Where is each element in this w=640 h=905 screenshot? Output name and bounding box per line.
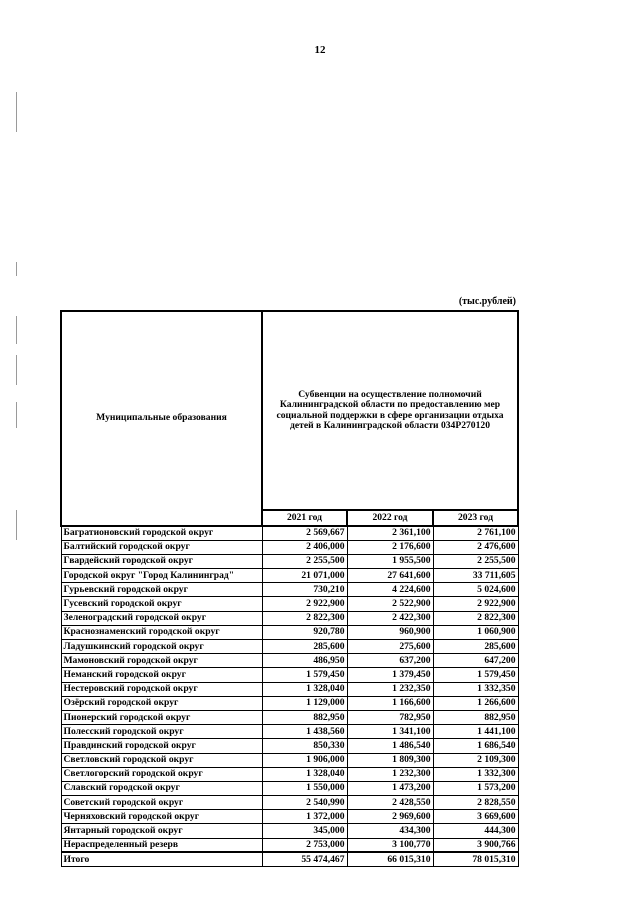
value-2022: 3 100,770 — [347, 838, 433, 852]
row-name: Балтийский городской округ — [61, 540, 262, 554]
table-row — [61, 583, 518, 597]
value-2021: 1 328,040 — [262, 767, 347, 781]
row-name: Черняховский городской округ — [61, 810, 262, 824]
total-label: Итого — [61, 852, 262, 866]
value-2022: 2 969,600 — [347, 810, 433, 824]
table-row — [61, 668, 518, 682]
table-row — [61, 540, 518, 554]
value-2023: 647,200 — [433, 654, 518, 668]
header-municipality: Муниципальные образования — [61, 311, 262, 526]
table-row — [61, 796, 518, 810]
value-2022: 2 422,300 — [347, 611, 433, 625]
value-2021: 1 579,450 — [262, 668, 347, 682]
value-2023: 1 332,350 — [433, 682, 518, 696]
header-subvention: Субвенции на осуществление полномочий Калининградской области по предоставлению мер социальной поддержки в сфере организации отдыха детей в Калининградской области 034P270120 — [262, 311, 518, 510]
table-row — [61, 554, 518, 568]
value-2021: 2 406,000 — [262, 540, 347, 554]
row-name: Ладушкинский городской округ — [61, 640, 262, 654]
row-name: Зеленоградский городской округ — [61, 611, 262, 625]
table-row — [61, 781, 518, 795]
value-2023: 2 822,300 — [433, 611, 518, 625]
value-2022: 275,600 — [347, 640, 433, 654]
units-label: (тыс.рублей) — [458, 296, 516, 307]
value-2021: 285,600 — [262, 640, 347, 654]
value-2022: 1 166,600 — [347, 696, 433, 710]
row-name: Нераспределенный резерв — [61, 838, 262, 852]
table-row — [61, 526, 518, 540]
table-row — [61, 654, 518, 668]
value-2021: 730,210 — [262, 583, 347, 597]
table-row — [61, 640, 518, 654]
value-2022: 1 473,200 — [347, 781, 433, 795]
value-2021: 2 255,500 — [262, 554, 347, 568]
row-name: Городской округ "Город Калининград" — [61, 569, 262, 583]
value-2023: 1 686,540 — [433, 739, 518, 753]
table-row — [61, 597, 518, 611]
value-2023: 2 255,500 — [433, 554, 518, 568]
row-name: Янтарный городской округ — [61, 824, 262, 838]
value-2021: 2 822,300 — [262, 611, 347, 625]
value-2021: 850,330 — [262, 739, 347, 753]
value-2022: 1 232,300 — [347, 767, 433, 781]
value-2022: 782,950 — [347, 710, 433, 724]
value-2021: 882,950 — [262, 710, 347, 724]
subvention-table — [60, 310, 519, 867]
margin-mark — [16, 262, 17, 276]
margin-mark — [16, 316, 17, 344]
table-row — [61, 824, 518, 838]
total-2021: 55 474,467 — [262, 852, 347, 866]
value-2022: 2 428,550 — [347, 796, 433, 810]
value-2022: 1 955,500 — [347, 554, 433, 568]
value-2023: 1 266,600 — [433, 696, 518, 710]
page-number: 12 — [314, 44, 326, 56]
value-2023: 3 900,766 — [433, 838, 518, 852]
table-row — [61, 710, 518, 724]
table-row — [61, 682, 518, 696]
value-2023: 444,300 — [433, 824, 518, 838]
value-2021: 920,780 — [262, 625, 347, 639]
row-name: Советский городской округ — [61, 796, 262, 810]
value-2022: 2 361,100 — [347, 526, 433, 540]
total-row — [61, 852, 518, 866]
row-name: Краснознаменский городской округ — [61, 625, 262, 639]
value-2023: 2 109,300 — [433, 753, 518, 767]
row-name: Неманский городской округ — [61, 668, 262, 682]
value-2021: 345,000 — [262, 824, 347, 838]
row-name: Правдинский городской округ — [61, 739, 262, 753]
value-2021: 1 372,000 — [262, 810, 347, 824]
value-2022: 1 486,540 — [347, 739, 433, 753]
table-row — [61, 569, 518, 583]
value-2021: 2 922,900 — [262, 597, 347, 611]
value-2021: 2 569,667 — [262, 526, 347, 540]
table-row — [61, 753, 518, 767]
header-year-2021: 2021 год — [262, 510, 347, 526]
value-2022: 2 522,900 — [347, 597, 433, 611]
header-year-2022: 2022 год — [347, 510, 433, 526]
value-2023: 33 711,605 — [433, 569, 518, 583]
margin-mark — [16, 510, 17, 540]
value-2023: 5 024,600 — [433, 583, 518, 597]
table-row — [61, 810, 518, 824]
value-2021: 1 129,000 — [262, 696, 347, 710]
table-row — [61, 625, 518, 639]
row-name: Озёрский городской округ — [61, 696, 262, 710]
table-row — [61, 611, 518, 625]
row-name: Славский городской округ — [61, 781, 262, 795]
row-name: Светлогорский городской округ — [61, 767, 262, 781]
value-2023: 1 579,450 — [433, 668, 518, 682]
table-row — [61, 696, 518, 710]
row-name: Гвардейский городской округ — [61, 554, 262, 568]
value-2023: 2 828,550 — [433, 796, 518, 810]
row-name: Светловский городской округ — [61, 753, 262, 767]
value-2023: 2 476,600 — [433, 540, 518, 554]
margin-mark — [16, 355, 17, 385]
value-2023: 882,950 — [433, 710, 518, 724]
margin-mark — [16, 402, 17, 428]
value-2022: 1 809,300 — [347, 753, 433, 767]
value-2021: 2 753,000 — [262, 838, 347, 852]
value-2023: 2 761,100 — [433, 526, 518, 540]
table-row — [61, 767, 518, 781]
table-row — [61, 725, 518, 739]
header-year-2023: 2023 год — [433, 510, 518, 526]
value-2023: 285,600 — [433, 640, 518, 654]
value-2022: 1 232,350 — [347, 682, 433, 696]
value-2021: 2 540,990 — [262, 796, 347, 810]
total-2023: 78 015,310 — [433, 852, 518, 866]
value-2023: 2 922,900 — [433, 597, 518, 611]
value-2021: 1 550,000 — [262, 781, 347, 795]
value-2022: 27 641,600 — [347, 569, 433, 583]
value-2023: 1 332,300 — [433, 767, 518, 781]
row-name: Гусевский городской округ — [61, 597, 262, 611]
row-name: Пионерский городской округ — [61, 710, 262, 724]
value-2023: 1 060,900 — [433, 625, 518, 639]
value-2021: 486,950 — [262, 654, 347, 668]
table-row — [61, 838, 518, 852]
value-2021: 21 071,000 — [262, 569, 347, 583]
row-name: Полесский городской округ — [61, 725, 262, 739]
row-name: Гурьевский городской округ — [61, 583, 262, 597]
value-2022: 434,300 — [347, 824, 433, 838]
margin-mark — [16, 92, 17, 132]
row-name: Мамоновский городской округ — [61, 654, 262, 668]
value-2022: 2 176,600 — [347, 540, 433, 554]
value-2022: 4 224,600 — [347, 583, 433, 597]
row-name: Нестеровский городской округ — [61, 682, 262, 696]
value-2022: 960,900 — [347, 625, 433, 639]
total-2022: 66 015,310 — [347, 852, 433, 866]
value-2023: 1 573,200 — [433, 781, 518, 795]
value-2021: 1 438,560 — [262, 725, 347, 739]
row-name: Багратионовский городской округ — [61, 526, 262, 540]
value-2023: 3 669,600 — [433, 810, 518, 824]
value-2022: 1 341,100 — [347, 725, 433, 739]
value-2022: 637,200 — [347, 654, 433, 668]
value-2023: 1 441,100 — [433, 725, 518, 739]
value-2021: 1 906,000 — [262, 753, 347, 767]
value-2021: 1 328,040 — [262, 682, 347, 696]
value-2022: 1 379,450 — [347, 668, 433, 682]
table-row — [61, 739, 518, 753]
